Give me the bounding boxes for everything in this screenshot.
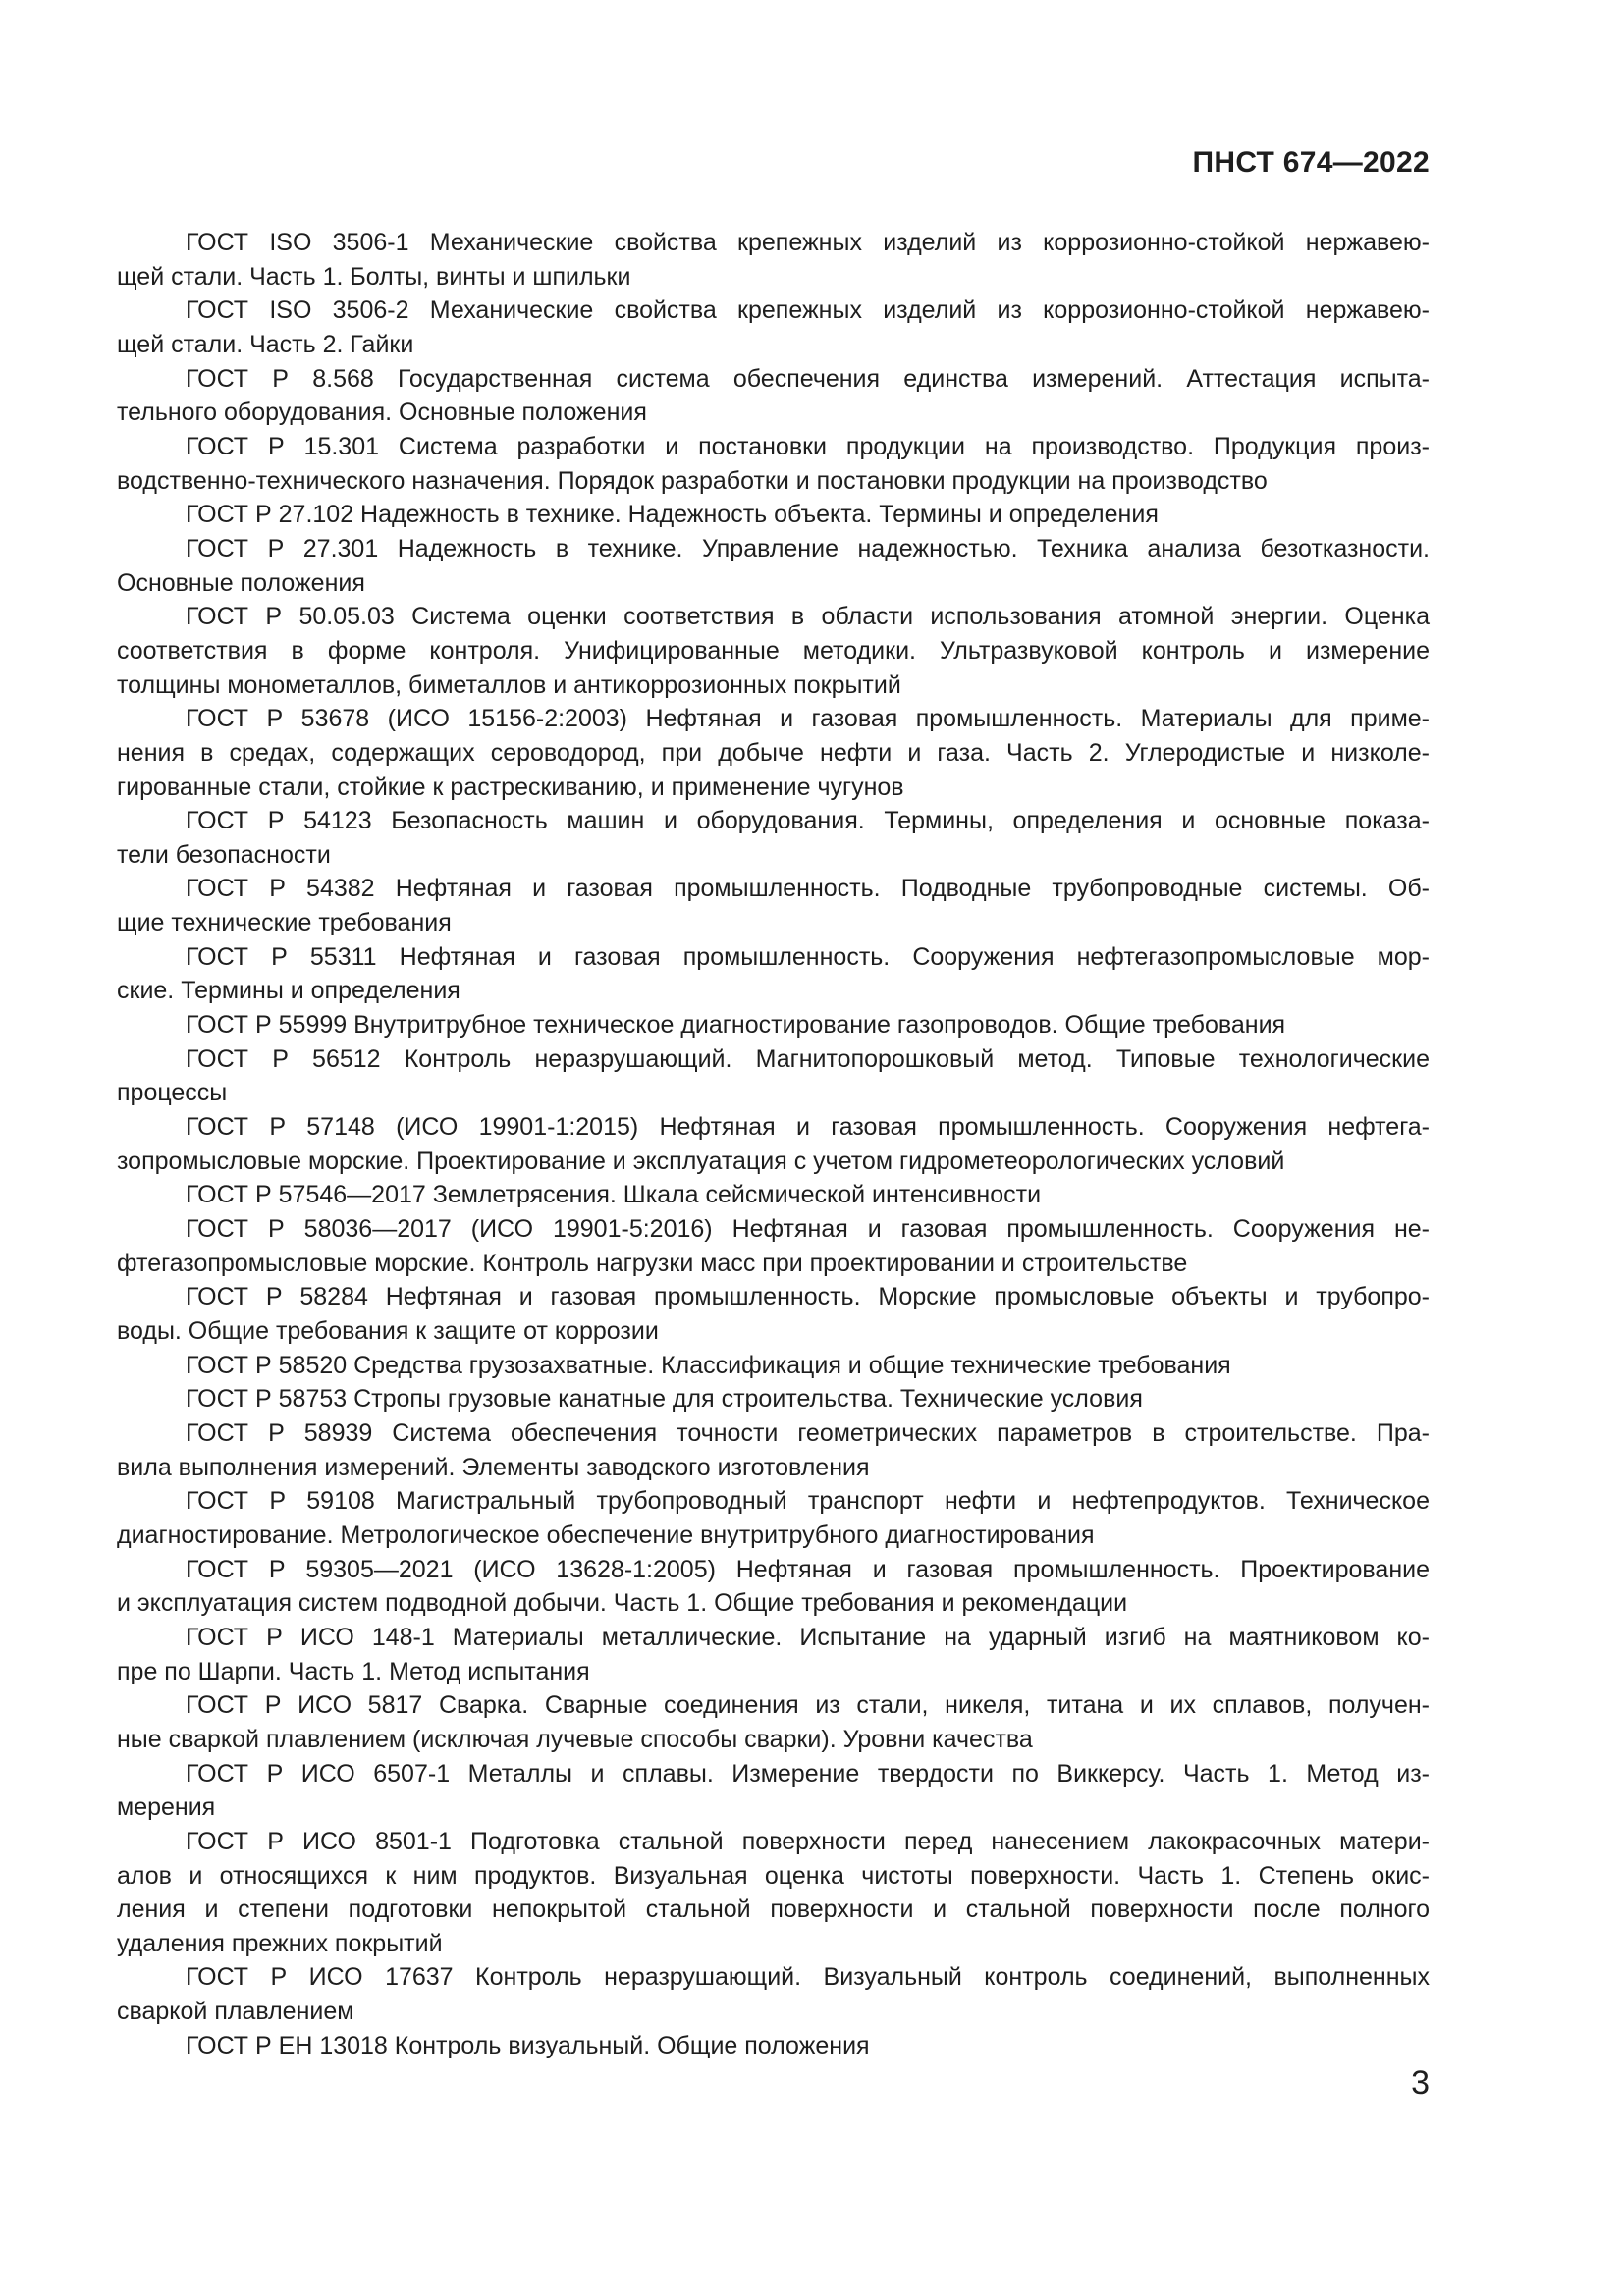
reference-line: нения в средах, содержащих сероводород, при добыче нефти и газа. Часть 2. Углеродистые и низколе- bbox=[117, 738, 1430, 767]
references-list bbox=[117, 226, 1430, 2062]
reference-line: ГОСТ Р ИСО 6507-1 Металлы и сплавы. Измерение твердости по Виккерсу. Часть 1. Метод из- bbox=[186, 1759, 1430, 1788]
reference-paragraph bbox=[117, 1688, 1430, 1756]
reference-paragraph bbox=[117, 1212, 1430, 1280]
reference-line: ГОСТ Р ЕН 13018 Контроль визуальный. Общие положения bbox=[186, 2031, 870, 2059]
reference-paragraph bbox=[117, 294, 1430, 361]
reference-paragraph bbox=[117, 1382, 1430, 1416]
reference-line: ГОСТ Р 55311 Нефтяная и газовая промышленность. Сооружения нефтегазопромысловые мор- bbox=[186, 942, 1430, 971]
reference-paragraph bbox=[117, 1280, 1430, 1348]
reference-paragraph bbox=[117, 872, 1430, 939]
reference-line: ГОСТ Р 54123 Безопасность машин и оборудования. Термины, определения и основные показа- bbox=[186, 807, 1430, 835]
reference-line: тельного оборудования. Основные положения bbox=[117, 399, 647, 427]
reference-line: ГОСТ Р 58753 Стропы грузовые канатные для строительства. Технические условия bbox=[186, 1385, 1143, 1414]
reference-line: ские. Термины и определения bbox=[117, 977, 460, 1005]
reference-paragraph bbox=[117, 1042, 1430, 1110]
page-number: 3 bbox=[1411, 2064, 1430, 2102]
reference-paragraph bbox=[117, 1110, 1430, 1178]
reference-line: ления и степени подготовки непокрытой стальной поверхности и стальной поверхности после полного bbox=[117, 1896, 1430, 1924]
reference-paragraph bbox=[117, 430, 1430, 498]
reference-line: процессы bbox=[117, 1079, 228, 1107]
reference-line: щие технические требования bbox=[117, 909, 452, 937]
reference-line: ГОСТ Р 8.568 Государственная система обеспечения единства измерений. Аттестация испыта- bbox=[186, 364, 1430, 393]
reference-line: зопромысловые морские. Проектирование и эксплуатация с учетом гидрометеорологических условий bbox=[117, 1147, 1285, 1175]
reference-line: Основные положения bbox=[117, 568, 365, 597]
reference-line: пре по Шарпи. Часть 1. Метод испытания bbox=[117, 1657, 590, 1685]
reference-paragraph bbox=[117, 1484, 1430, 1552]
reference-line: удаления прежних покрытий bbox=[117, 1929, 443, 1957]
reference-line: толщины монометаллов, биметаллов и антикоррозионных покрытий bbox=[117, 670, 901, 699]
reference-line: тели безопасности bbox=[117, 840, 331, 869]
reference-line: ГОСТ Р 27.102 Надежность в технике. Надежность объекта. Термины и определения bbox=[186, 501, 1159, 529]
reference-line: щей стали. Часть 2. Гайки bbox=[117, 330, 414, 358]
reference-line: ГОСТ Р 15.301 Система разработки и постановки продукции на производство. Продукция произ- bbox=[186, 432, 1430, 460]
reference-line: ГОСТ Р ИСО 5817 Сварка. Сварные соединения из стали, никеля, титана и их сплавов, получен- bbox=[186, 1691, 1430, 1720]
reference-line: ГОСТ Р 54382 Нефтяная и газовая промышленность. Подводные трубопроводные системы. Об- bbox=[186, 875, 1430, 903]
reference-line: гированные стали, стойкие к растрескиванию, и применение чугунов bbox=[117, 773, 904, 801]
reference-paragraph bbox=[117, 2029, 1430, 2063]
reference-paragraph bbox=[117, 532, 1430, 600]
reference-line: ГОСТ Р ИСО 148-1 Материалы металлические. Испытание на ударный изгиб на маятниковом ко- bbox=[186, 1623, 1430, 1651]
reference-paragraph bbox=[117, 804, 1430, 872]
reference-line: ГОСТ ISO 3506-1 Механические свойства крепежных изделий из коррозионно-стойкой нержавею- bbox=[186, 229, 1430, 256]
reference-line: ГОСТ Р ИСО 17637 Контроль неразрушающий. Визуальный контроль соединений, выполненных bbox=[186, 1963, 1430, 1992]
reference-paragraph bbox=[117, 702, 1430, 804]
reference-paragraph bbox=[117, 1349, 1430, 1383]
reference-line: ГОСТ Р 57148 (ИСО 19901-1:2015) Нефтяная и газовая промышленность. Сооружения нефтега- bbox=[186, 1113, 1430, 1142]
reference-paragraph bbox=[117, 940, 1430, 1008]
reference-line: вила выполнения измерений. Элементы заводского изготовления bbox=[117, 1453, 870, 1481]
reference-line: ГОСТ Р 27.301 Надежность в технике. Управление надежностью. Техника анализа безотказности. bbox=[186, 534, 1430, 562]
reference-paragraph bbox=[117, 1757, 1430, 1825]
reference-line: ГОСТ Р 56512 Контроль неразрушающий. Магнитопорошковый метод. Типовые технологические bbox=[186, 1044, 1430, 1073]
reference-line: соответствия в форме контроля. Унифицированные методики. Ультразвуковой контроль и измерение bbox=[117, 636, 1430, 665]
reference-line: ГОСТ Р 59108 Магистральный трубопроводный транспорт нефти и нефтепродуктов. Техническое bbox=[186, 1487, 1430, 1516]
reference-line: щей стали. Часть 1. Болты, винты и шпильки bbox=[117, 262, 631, 291]
reference-line: диагностирование. Метрологическое обеспечение внутритрубного диагностирования bbox=[117, 1521, 1095, 1549]
reference-paragraph bbox=[117, 1008, 1430, 1042]
reference-line: мерения bbox=[117, 1793, 216, 1822]
reference-line: ГОСТ Р 50.05.03 Система оценки соответствия в области использования атомной энергии. Оценка bbox=[186, 603, 1430, 631]
reference-line: ГОСТ Р 58520 Средства грузозахватные. Классификация и общие технические требования bbox=[186, 1351, 1231, 1379]
reference-line: ГОСТ Р 57546—2017 Землетрясения. Шкала сейсмической интенсивности bbox=[186, 1181, 1042, 1209]
reference-paragraph bbox=[117, 600, 1430, 702]
reference-line: фтегазопромысловые морские. Контроль нагрузки масс при проектировании и строительстве bbox=[117, 1249, 1188, 1277]
reference-paragraph bbox=[117, 498, 1430, 532]
reference-line: ГОСТ ISO 3506-2 Механические свойства крепежных изделий из коррозионно-стойкой нержавею- bbox=[186, 296, 1430, 325]
reference-line: ГОСТ Р 53678 (ИСО 15156-2:2003) Нефтяная и газовая промышленность. Материалы для приме- bbox=[186, 705, 1430, 733]
reference-line: ГОСТ Р 58036—2017 (ИСО 19901-5:2016) Нефтяная и газовая промышленность. Сооружения не- bbox=[186, 1215, 1430, 1244]
reference-line: ГОСТ Р 59305—2021 (ИСО 13628-1:2005) Нефтяная и газовая промышленность. Проектирование bbox=[186, 1555, 1430, 1583]
reference-line: водственно-технического назначения. Порядок разработки и постановки продукции на производство bbox=[117, 466, 1268, 495]
reference-line: и эксплуатация систем подводной добычи. Часть 1. Общие требования и рекомендации bbox=[117, 1589, 1128, 1618]
reference-paragraph bbox=[117, 1553, 1430, 1621]
reference-paragraph bbox=[117, 1621, 1430, 1688]
reference-line: ные сваркой плавлением (исключая лучевые способы сварки). Уровни качества bbox=[117, 1725, 1033, 1753]
reference-paragraph bbox=[117, 362, 1430, 430]
reference-paragraph bbox=[117, 1178, 1430, 1212]
reference-line: ГОСТ Р 58284 Нефтяная и газовая промышленность. Морские промысловые объекты и трубопро- bbox=[186, 1283, 1430, 1311]
reference-line: ГОСТ Р 58939 Система обеспечения точности геометрических параметров в строительстве. Пра- bbox=[186, 1418, 1430, 1447]
reference-line: алов и относящихся к ним продуктов. Визуальная оценка чистоты поверхности. Часть 1. Степень окис- bbox=[117, 1861, 1430, 1890]
reference-paragraph bbox=[117, 226, 1430, 294]
reference-paragraph bbox=[117, 1825, 1430, 1961]
reference-line: ГОСТ Р 55999 Внутритрубное техническое диагностирование газопроводов. Общие требования bbox=[186, 1011, 1286, 1040]
reference-line: сваркой плавлением bbox=[117, 1998, 354, 2026]
reference-line: воды. Общие требования к защите от коррозии bbox=[117, 1317, 659, 1345]
reference-paragraph bbox=[117, 1960, 1430, 2028]
page-header-title: ПНСТ 674—2022 bbox=[1192, 146, 1430, 179]
reference-line: ГОСТ Р ИСО 8501-1 Подготовка стальной поверхности перед нанесением лакокрасочных матери- bbox=[186, 1827, 1430, 1855]
reference-paragraph bbox=[117, 1416, 1430, 1484]
